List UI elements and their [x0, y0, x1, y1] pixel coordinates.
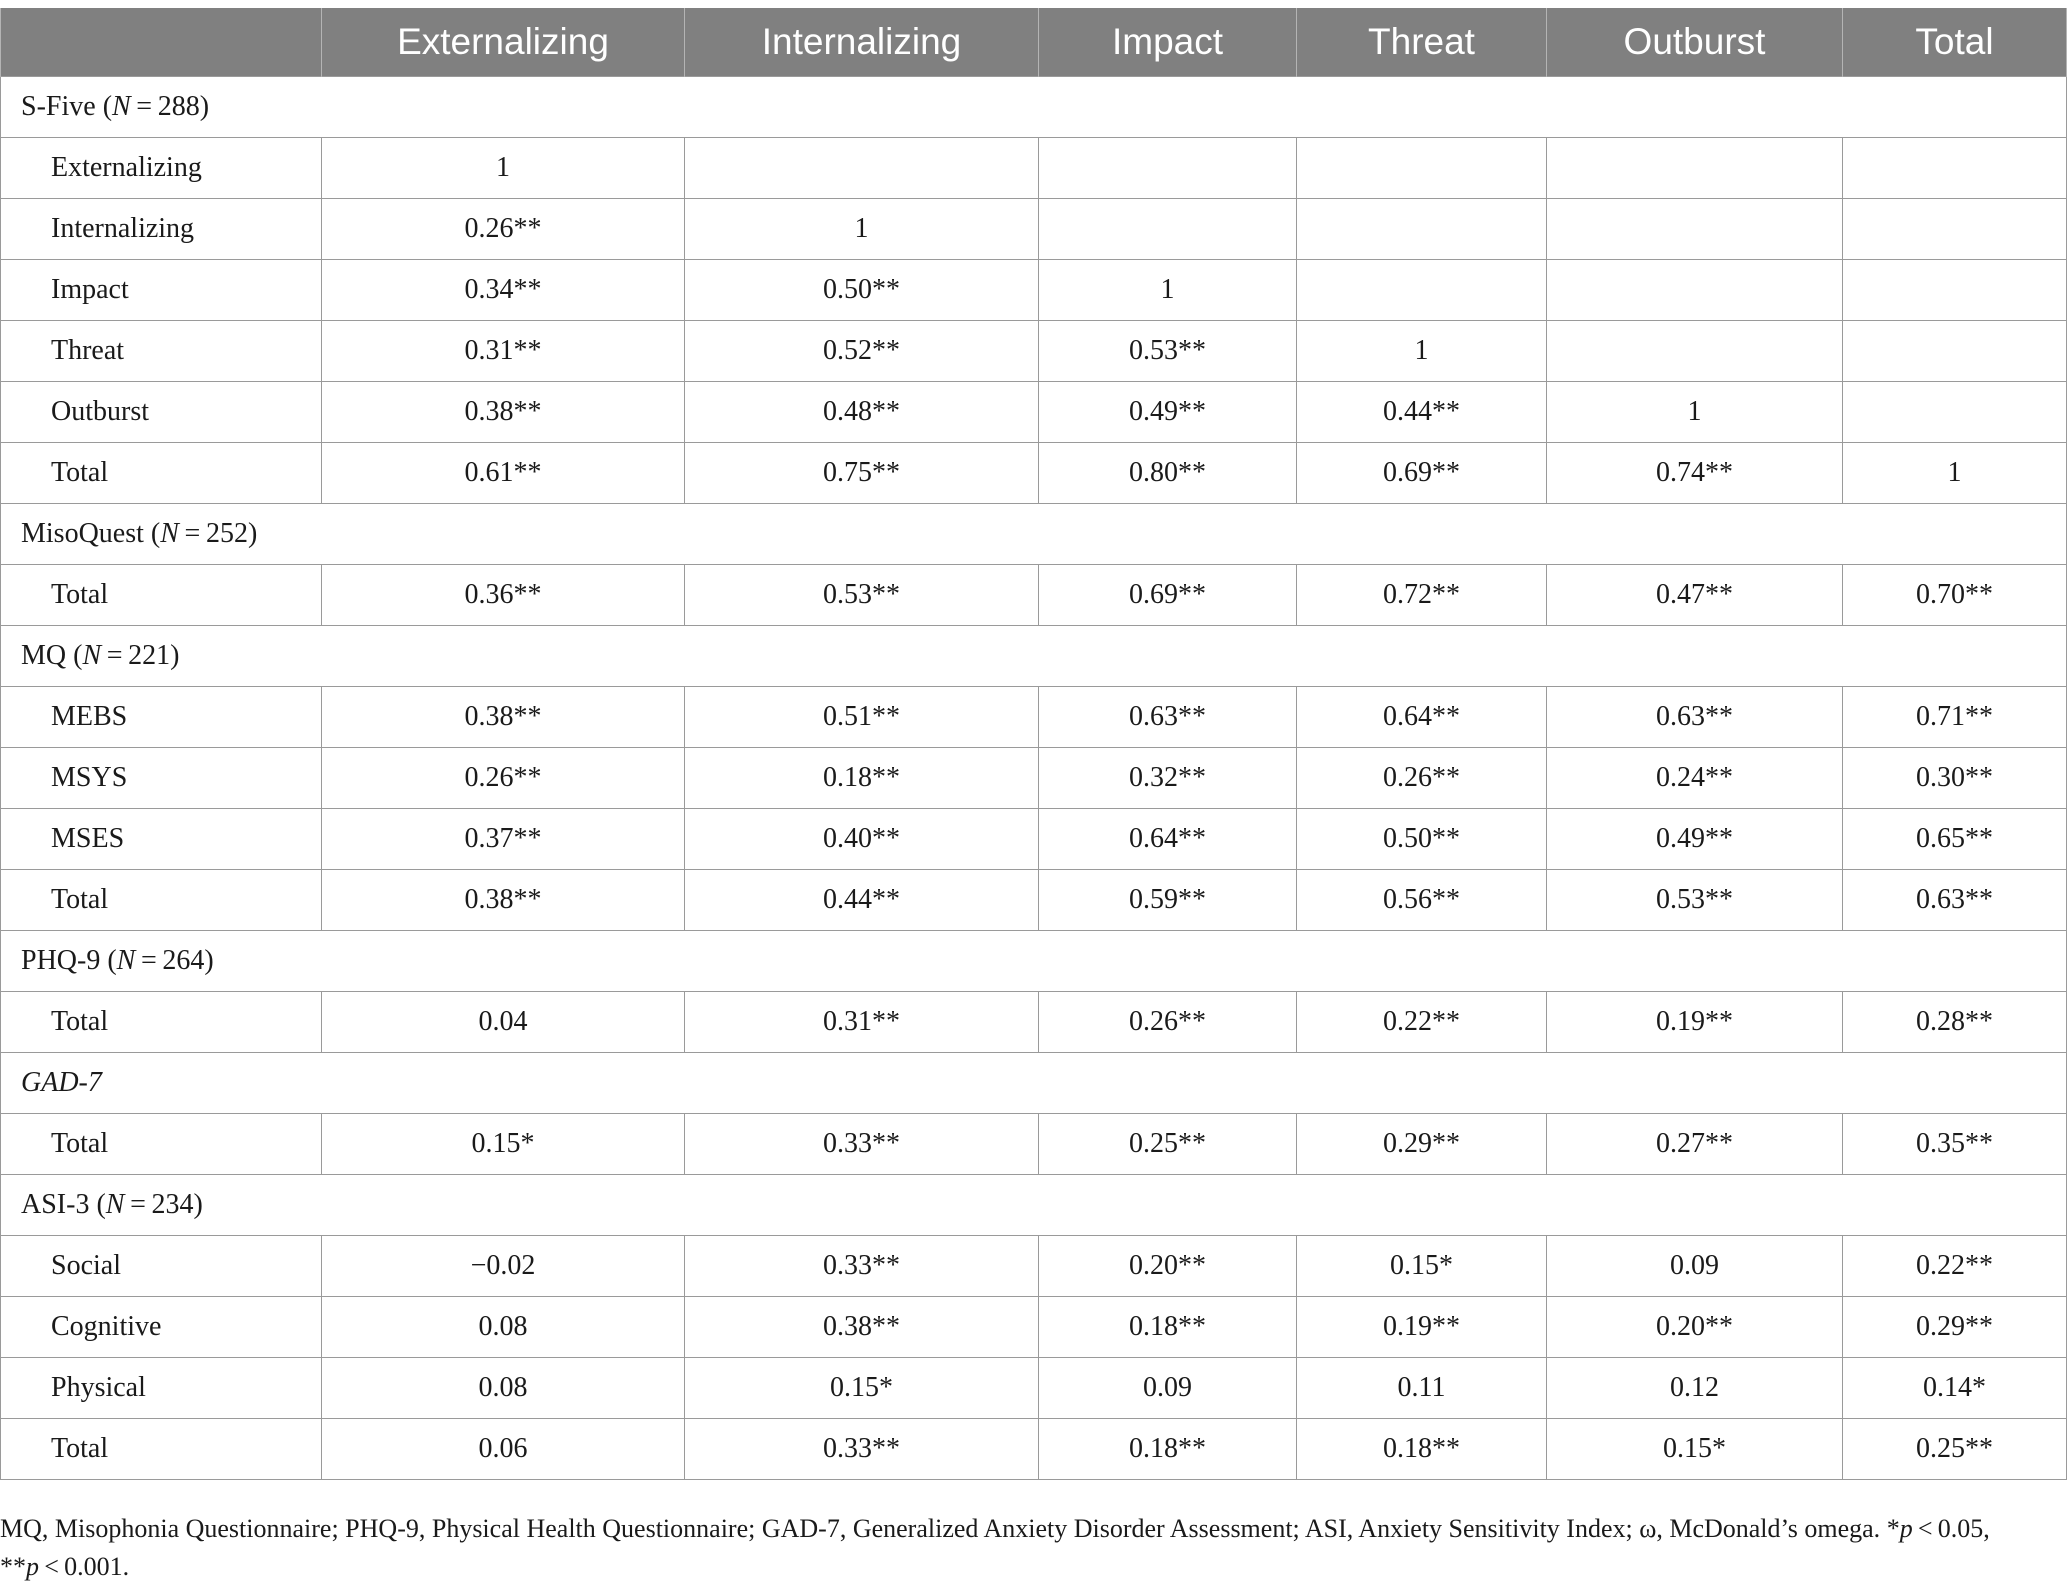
value-cell: 0.19**: [1547, 992, 1843, 1053]
row-label: Physical: [1, 1358, 322, 1419]
value-cell: 0.52**: [685, 321, 1039, 382]
row-label: Impact: [1, 260, 322, 321]
table-body: [1, 77, 2067, 1480]
row-label: Total: [1, 443, 322, 504]
row-label: MEBS: [1, 687, 322, 748]
value-cell: 1: [1843, 443, 2067, 504]
value-cell: 0.29**: [1297, 1114, 1547, 1175]
section-label: MisoQuest: [21, 518, 144, 549]
value-cell: 0.74**: [1547, 443, 1843, 504]
section-label-cell: [1, 1053, 2067, 1114]
value-cell: 0.37**: [322, 809, 685, 870]
value-cell: 0.15*: [1297, 1236, 1547, 1297]
row-label: MSYS: [1, 748, 322, 809]
value-cell: 0.20**: [1039, 1236, 1297, 1297]
value-cell: 0.53**: [1547, 870, 1843, 931]
value-cell: [1547, 199, 1843, 260]
section-row: [1, 77, 2067, 138]
section-label-cell: S-Five (N = 288): [1, 77, 2067, 138]
row-label: Internalizing: [1, 199, 322, 260]
table-header: [1, 8, 2067, 77]
sample-size-symbol: N: [105, 1189, 125, 1220]
sample-size-symbol: N: [160, 518, 179, 549]
value-cell: 0.09: [1547, 1236, 1843, 1297]
value-cell: 0.31**: [322, 321, 685, 382]
header-row: [1, 8, 2067, 77]
row-label: MSES: [1, 809, 322, 870]
value-cell: 0.18**: [1297, 1419, 1547, 1480]
value-cell: 0.63**: [1547, 687, 1843, 748]
value-cell: 0.63**: [1843, 870, 2067, 931]
footnote-sig1-mark: *: [1886, 1514, 1900, 1543]
table-row: [1, 443, 2067, 504]
value-cell: 0.18**: [1039, 1419, 1297, 1480]
value-cell: 0.69**: [1297, 443, 1547, 504]
value-cell: 0.30**: [1843, 748, 2067, 809]
value-cell: 1: [685, 199, 1039, 260]
header-cell: Total: [1843, 8, 2067, 77]
value-cell: 0.18**: [1039, 1297, 1297, 1358]
section-label: ASI-3: [21, 1189, 90, 1220]
table-row: [1, 809, 2067, 870]
table-row: [1, 992, 2067, 1053]
section-label-cell: PHQ-9 (N = 264): [1, 931, 2067, 992]
section-row: [1, 931, 2067, 992]
value-cell: [1297, 199, 1547, 260]
row-label: Externalizing: [1, 138, 322, 199]
sample-size: 288: [157, 91, 200, 122]
value-cell: 0.65**: [1843, 809, 2067, 870]
value-cell: 0.04: [322, 992, 685, 1053]
value-cell: 0.51**: [685, 687, 1039, 748]
sample-size: 234: [151, 1189, 194, 1220]
value-cell: 0.27**: [1547, 1114, 1843, 1175]
section-row: [1, 504, 2067, 565]
table-row: [1, 1297, 2067, 1358]
value-cell: 0.26**: [1039, 992, 1297, 1053]
sample-size: 264: [162, 945, 205, 976]
value-cell: 1: [1547, 382, 1843, 443]
value-cell: 0.11: [1297, 1358, 1547, 1419]
value-cell: 0.49**: [1547, 809, 1843, 870]
table-row: [1, 1419, 2067, 1480]
value-cell: [1547, 321, 1843, 382]
value-cell: 0.15*: [1547, 1419, 1843, 1480]
table-row: [1, 260, 2067, 321]
value-cell: 0.61**: [322, 443, 685, 504]
value-cell: 0.15*: [322, 1114, 685, 1175]
value-cell: 0.36**: [322, 565, 685, 626]
table-row: [1, 748, 2067, 809]
value-cell: [1843, 382, 2067, 443]
value-cell: 0.72**: [1297, 565, 1547, 626]
value-cell: 0.71**: [1843, 687, 2067, 748]
value-cell: 0.33**: [685, 1236, 1039, 1297]
sample-size-symbol: N: [112, 91, 131, 122]
table-row: [1, 565, 2067, 626]
value-cell: 1: [322, 138, 685, 199]
value-cell: 0.59**: [1039, 870, 1297, 931]
header-cell-empty: [1, 8, 322, 77]
sample-size-symbol: N: [116, 945, 136, 976]
value-cell: 0.31**: [685, 992, 1039, 1053]
header-cell: Outburst: [1547, 8, 1843, 77]
value-cell: 0.06: [322, 1419, 685, 1480]
value-cell: 0.38**: [322, 870, 685, 931]
section-label-cell: MisoQuest (N = 252): [1, 504, 2067, 565]
table-row: [1, 687, 2067, 748]
value-cell: 0.69**: [1039, 565, 1297, 626]
value-cell: 0.80**: [1039, 443, 1297, 504]
value-cell: 0.44**: [685, 870, 1039, 931]
row-label: Cognitive: [1, 1297, 322, 1358]
value-cell: 0.63**: [1039, 687, 1297, 748]
value-cell: 0.38**: [685, 1297, 1039, 1358]
value-cell: 0.09: [1039, 1358, 1297, 1419]
sample-size: 221: [128, 640, 171, 671]
value-cell: 0.64**: [1297, 687, 1547, 748]
section-label-cell: MQ (N = 221): [1, 626, 2067, 687]
sample-size: 252: [205, 518, 248, 549]
value-cell: 0.08: [322, 1297, 685, 1358]
value-cell: 0.38**: [322, 687, 685, 748]
value-cell: 1: [1297, 321, 1547, 382]
value-cell: 0.08: [322, 1358, 685, 1419]
table-row: [1, 1358, 2067, 1419]
footnote-sig1-threshold: < 0.05,: [1912, 1514, 1990, 1543]
value-cell: 0.22**: [1297, 992, 1547, 1053]
value-cell: [1843, 260, 2067, 321]
value-cell: 0.33**: [685, 1419, 1039, 1480]
value-cell: 0.15*: [685, 1358, 1039, 1419]
value-cell: 0.33**: [685, 1114, 1039, 1175]
value-cell: 0.64**: [1039, 809, 1297, 870]
value-cell: 0.34**: [322, 260, 685, 321]
section-label: GAD-7: [21, 1067, 102, 1098]
footnote-sig1-p: p: [1899, 1514, 1913, 1543]
row-label: Outburst: [1, 382, 322, 443]
value-cell: [685, 138, 1039, 199]
table-row: [1, 138, 2067, 199]
value-cell: 0.26**: [322, 748, 685, 809]
section-label-cell: ASI-3 (N = 234): [1, 1175, 2067, 1236]
value-cell: 0.50**: [685, 260, 1039, 321]
value-cell: 0.25**: [1843, 1419, 2067, 1480]
table-row: [1, 382, 2067, 443]
value-cell: [1547, 138, 1843, 199]
value-cell: 0.40**: [685, 809, 1039, 870]
table-row: [1, 870, 2067, 931]
header-cell: Impact: [1039, 8, 1297, 77]
value-cell: [1843, 138, 2067, 199]
table-footnote: [0, 1510, 2050, 1586]
row-label: Total: [1, 565, 322, 626]
footnote-abbreviations: MQ, Misophonia Questionnaire; PHQ-9, Physical Health Questionnaire; GAD-7, Generalized Anxiety Disorder Assessment; ASI, Anxiety Sensitivity Index; ω, McDonald’s omega.: [0, 1514, 1887, 1543]
section-row: [1, 1175, 2067, 1236]
section-row: [1, 626, 2067, 687]
footnote-sig2-mark: **: [0, 1552, 26, 1581]
row-label: Total: [1, 992, 322, 1053]
table-row: [1, 1236, 2067, 1297]
value-cell: [1843, 321, 2067, 382]
value-cell: 0.75**: [685, 443, 1039, 504]
header-cell: Threat: [1297, 8, 1547, 77]
table-row: [1, 199, 2067, 260]
value-cell: 0.70**: [1843, 565, 2067, 626]
section-label: PHQ-9: [21, 945, 101, 976]
value-cell: 0.38**: [322, 382, 685, 443]
value-cell: 0.53**: [685, 565, 1039, 626]
value-cell: 0.14*: [1843, 1358, 2067, 1419]
value-cell: −0.02: [322, 1236, 685, 1297]
value-cell: [1297, 138, 1547, 199]
row-label: Social: [1, 1236, 322, 1297]
value-cell: [1547, 260, 1843, 321]
header-cell: Externalizing: [322, 8, 685, 77]
value-cell: 0.50**: [1297, 809, 1547, 870]
row-label: Total: [1, 1114, 322, 1175]
row-label: Total: [1, 1419, 322, 1480]
value-cell: 0.47**: [1547, 565, 1843, 626]
sample-size-symbol: N: [82, 640, 102, 671]
value-cell: 0.35**: [1843, 1114, 2067, 1175]
value-cell: 0.49**: [1039, 382, 1297, 443]
value-cell: [1297, 260, 1547, 321]
value-cell: 0.26**: [1297, 748, 1547, 809]
value-cell: 0.28**: [1843, 992, 2067, 1053]
value-cell: 0.24**: [1547, 748, 1843, 809]
value-cell: 0.29**: [1843, 1297, 2067, 1358]
row-label: Threat: [1, 321, 322, 382]
value-cell: 0.53**: [1039, 321, 1297, 382]
table-row: [1, 1114, 2067, 1175]
value-cell: 0.56**: [1297, 870, 1547, 931]
footnote-sig2-threshold: < 0.001.: [39, 1552, 130, 1581]
table-row: [1, 321, 2067, 382]
value-cell: 0.19**: [1297, 1297, 1547, 1358]
value-cell: 0.32**: [1039, 748, 1297, 809]
footnote-sig2-p: p: [26, 1552, 39, 1581]
value-cell: 0.26**: [322, 199, 685, 260]
value-cell: 0.20**: [1547, 1297, 1843, 1358]
value-cell: [1843, 199, 2067, 260]
row-label: Total: [1, 870, 322, 931]
value-cell: 0.12: [1547, 1358, 1843, 1419]
value-cell: [1039, 199, 1297, 260]
section-label: S-Five: [21, 91, 96, 122]
value-cell: 0.44**: [1297, 382, 1547, 443]
section-row: [1, 1053, 2067, 1114]
section-label: MQ: [21, 640, 67, 671]
value-cell: 0.22**: [1843, 1236, 2067, 1297]
correlation-table: [0, 8, 2067, 1480]
header-cell: Internalizing: [685, 8, 1039, 77]
value-cell: 0.18**: [685, 748, 1039, 809]
value-cell: [1039, 138, 1297, 199]
value-cell: 0.48**: [685, 382, 1039, 443]
value-cell: 0.25**: [1039, 1114, 1297, 1175]
value-cell: 1: [1039, 260, 1297, 321]
